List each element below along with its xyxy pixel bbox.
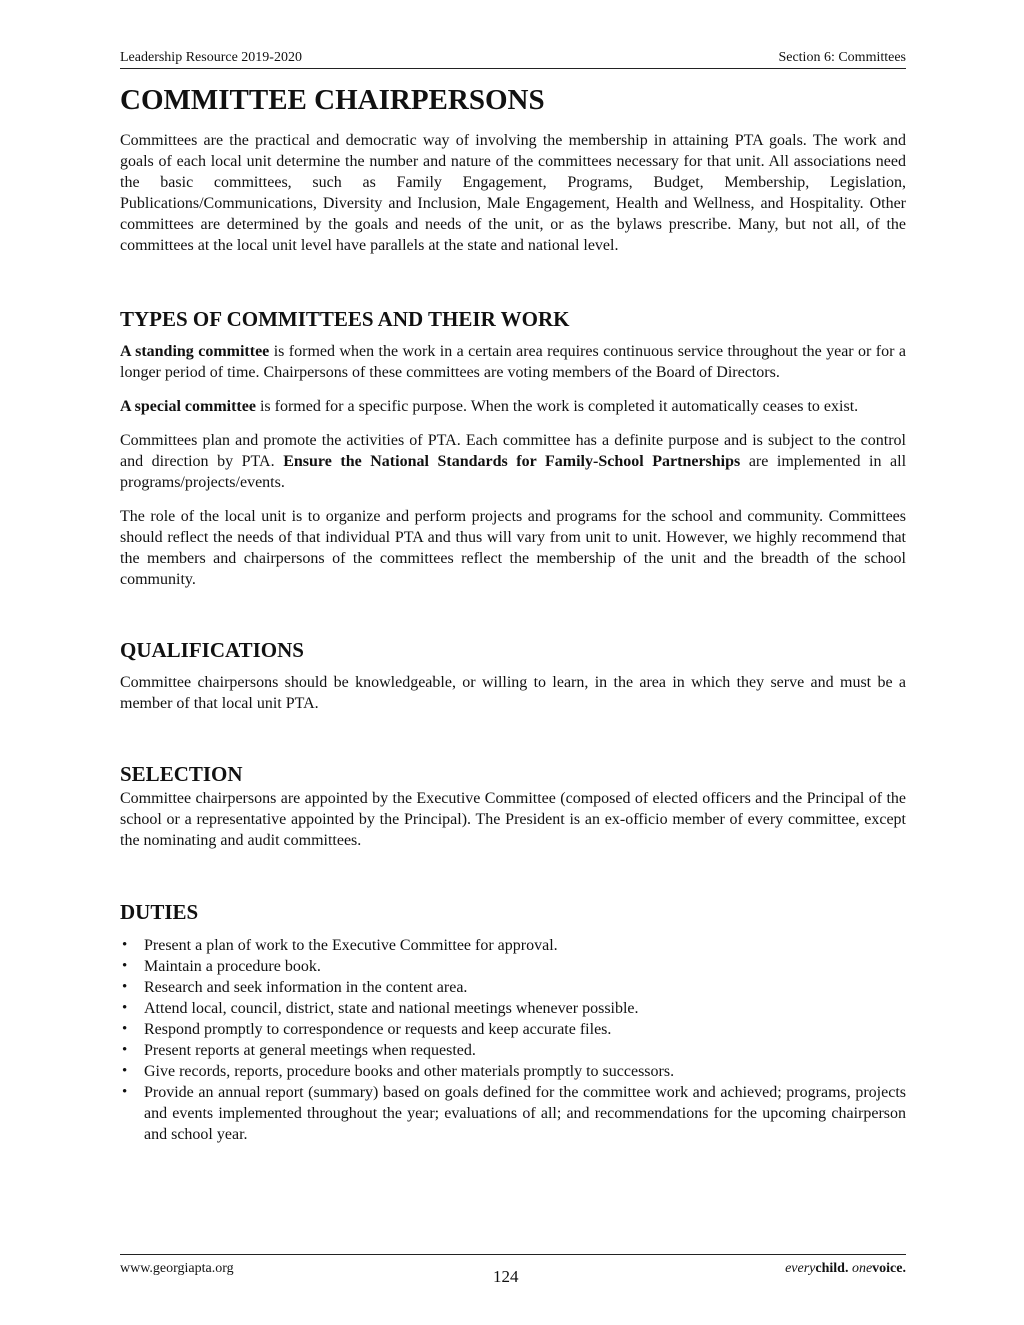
list-item: • Provide an annual report (summary) based on goals defined for the committee work and achieved; programs, projects and events implemented throughout the year; evaluations of all; and recommendations for the upcoming chairperson and school year. [120,1082,906,1145]
intro-paragraph: Committees are the practical and democratic way of involving the membership in attaining PTA goals. The work and goals of each local unit determine the number and nature of the committees necessary for that unit. All associations need the basic committees, such as Family Engagement, Programs, Budget, Membership, Legislation, Publications/Communications, Diversity and Inclusion, Male Engagement, Health and Wellness, and Hospitality. Other committees are determined by the goals and needs of the unit, or as the bylaws prescribe. Many, but not all, of the committees at the local unit level have parallels at the state and national level. [120,132,906,254]
duties-heading: DUTIES [120,900,199,924]
qualifications-paragraph: Committee chairpersons should be knowledgeable, or willing to learn, in the area in which they serve and must be a member of that local unit PTA. [120,674,906,712]
plan-text-after: are implemented in all programs/projects/events. [120,453,907,491]
standing-committee-text: is formed when the work in a certain area requires continuous service throughout the year or for a longer period of time. Chairpersons of these committees are voting members of the Board of Directors. [120,343,906,381]
tagline-one: one [851,1261,873,1276]
plan-text-before: Committees plan and promote the activities of PTA. Each committee has a definite purpose and is subject to the control and direction by PTA. [120,432,906,470]
tagline-child: child. [815,1261,849,1276]
duties-list [120,935,906,1145]
footer-tagline [785,1261,906,1277]
qualifications-heading: QUALIFICATIONS [120,638,304,662]
list-item: • Present a plan of work to the Executive Committee for approval. [120,935,906,956]
page-header [120,50,906,69]
footer-url: www.georgiapta.org [120,1261,234,1276]
list-item: • Attend local, council, district, state and national meetings whenever possible. [120,998,906,1019]
types-heading: TYPES OF COMMITTEES AND THEIR WORK [120,307,570,331]
list-item: • Respond promptly to correspondence or requests and keep accurate files. [120,1019,906,1040]
special-committee-term: A special committee [120,398,256,415]
special-committee-paragraph [120,396,906,417]
committee-plan-paragraph [120,430,906,493]
selection-heading: SELECTION [120,762,243,786]
tagline-every: every [785,1261,816,1276]
standing-committee-paragraph [120,341,906,383]
list-item: • Maintain a procedure book. [120,956,906,977]
standing-committee-term: A standing committee [120,343,270,360]
footer-divider [120,1254,906,1255]
header-left: Leadership Resource 2019-2020 [120,50,302,65]
page-title: COMMITTEE CHAIRPERSONS [120,84,545,116]
list-item: • Give records, reports, procedure books and other materials promptly to successors. [120,1061,906,1082]
local-unit-role-paragraph: The role of the local unit is to organize and perform projects and programs for the school and community. Committees should reflect the needs of that individual PTA and thus will vary from unit to unit. However, we highly recommend that the members and chairpersons of the committees reflect the membership of the unit and the breadth of the school community. [120,508,906,588]
page-number: 124 [493,1267,519,1286]
national-standards-note: Ensure the National Standards for Family-School Partnerships [283,453,741,470]
selection-paragraph: Committee chairpersons are appointed by the Executive Committee (composed of elected officers and the Principal of the school or a representative appointed by the Principal). The President is an ex-officio member of every committee, except the nominating and audit committees. [120,790,906,849]
list-item: • Research and seek information in the content area. [120,977,906,998]
list-item: • Present reports at general meetings when requested. [120,1040,906,1061]
header-right: Section 6: Committees [778,50,906,65]
special-committee-text: is formed for a specific purpose. When the work is completed it automatically ceases to exist. [255,398,859,415]
tagline-voice: voice. [872,1261,906,1276]
main-content [120,82,906,1145]
